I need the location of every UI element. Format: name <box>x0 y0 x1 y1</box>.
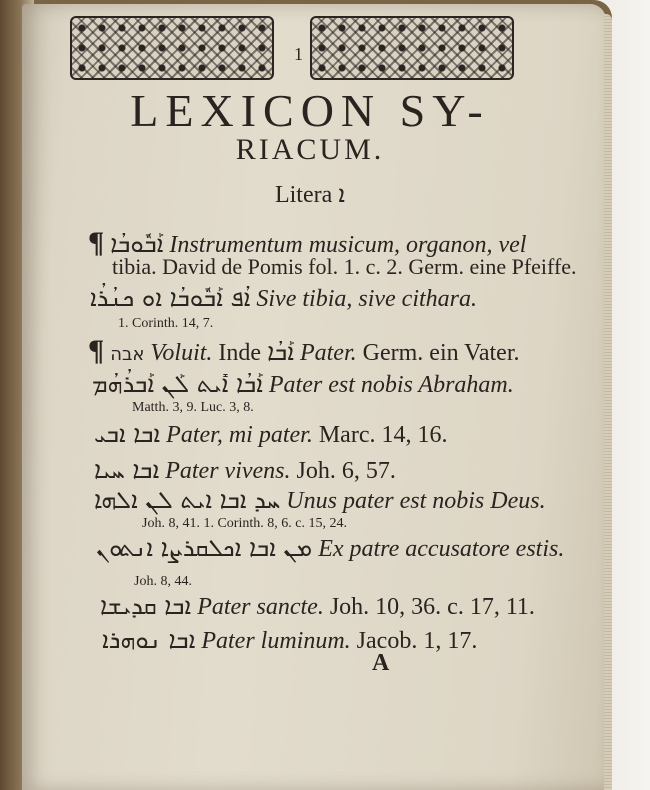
latin-text: Instrumentum musicum, organon, vel <box>169 232 527 258</box>
latin-text: Pater vivens. <box>165 458 291 484</box>
ornament-left <box>70 16 274 80</box>
reference: Joh. 8, 41. 1. Corinth. 8, 6. c. 15, 24. <box>142 516 347 531</box>
syriac-word: ܐܒܐ ܚܝܐ <box>94 456 160 484</box>
pilcrow: ¶ <box>88 334 105 367</box>
section-letter: ܐ <box>338 180 346 208</box>
entry-line <box>90 284 477 313</box>
page-edge <box>604 14 612 790</box>
latin-text: Marc. 14, 16. <box>318 422 448 448</box>
catchword: A <box>372 650 390 676</box>
latin-text: Pater est nobis Abraham. <box>268 372 514 398</box>
entry-line <box>94 486 546 515</box>
ornament-right <box>310 16 514 80</box>
latin-text: Pater, mi pater. <box>166 422 313 448</box>
latin-text: Unus pater est nobis Deus. <box>286 488 546 514</box>
section-label: Litera <box>274 182 333 208</box>
syriac-word: ܚܕ ܐܒܐ ܐܝܬ ܠܢ ܐܠܗܐ <box>94 486 281 514</box>
latin-text: Voluit. <box>150 340 213 366</box>
latin-text: Pater sancte. <box>197 594 324 620</box>
entry-line <box>100 592 535 621</box>
syriac-word: ܐܰܒܳܐ <box>267 338 294 366</box>
syriac-word: ܐܰܒܳܐ ܐܺܝܬ ܠܰܢ ܐܰܒܪܳܗܳܡ <box>92 370 263 398</box>
header-ornaments <box>70 16 510 86</box>
title-line-1: LEXICON SY- <box>130 85 490 136</box>
pilcrow: ¶ <box>88 226 105 259</box>
entry-line <box>88 334 519 368</box>
entry-line <box>96 534 564 563</box>
latin-text: Sive tibia, sive cithara. <box>256 286 478 312</box>
reference: 1. Corinth. 14, 7. <box>118 316 214 331</box>
syriac-word: ܐܳܦ ܐܰܒܽܘܒܳܐ ܐܘ ܟܢܳܪܳܐ <box>90 284 251 312</box>
latin-text: Germ. ein Vater. <box>362 340 520 366</box>
latin-text: Jacob. 1, 17. <box>356 628 478 654</box>
syriac-word: ܡܢ ܐܒܐ ܐܟܠܩܪܨܐ ܐܢܬܘܢ <box>96 534 313 562</box>
reference: Joh. 8, 44. <box>134 574 192 589</box>
syriac-word: ܐܒܐ ܢܘܗܪܐ <box>102 626 196 654</box>
latin-text: Joh. 10, 36. c. 17, 11. <box>329 594 535 620</box>
syriac-word: ܐܰܒܽܘܒܳܐ <box>110 230 164 258</box>
latin-text: Pater. <box>299 340 357 366</box>
syriac-word: ܐܒܐ ܐܒܝ <box>94 420 161 448</box>
entry-line <box>112 254 577 280</box>
entry-line <box>92 370 514 399</box>
page-number: 1 <box>294 44 303 64</box>
syriac-word: ܐܒܐ ܩܕܝܫܐ <box>100 592 192 620</box>
reference: Matth. 3, 9. Luc. 3, 8. <box>132 400 254 415</box>
latin-text: tibia. David de Pomis fol. 1. c. 2. Germ. eine Pfeiffe. <box>112 254 577 279</box>
latin-text: Joh. 6, 57. <box>296 458 396 484</box>
latin-text: Inde <box>218 340 262 366</box>
latin-text: Pater luminum. <box>201 628 351 654</box>
entry-line <box>94 456 396 485</box>
section-heading <box>80 180 540 209</box>
hebrew-word: אבה <box>110 344 145 365</box>
title-line-2: RIACUM. <box>235 133 385 166</box>
latin-text: Ex patre accusatore estis. <box>318 536 565 562</box>
entry-line <box>94 420 447 449</box>
entry-line <box>102 626 477 655</box>
